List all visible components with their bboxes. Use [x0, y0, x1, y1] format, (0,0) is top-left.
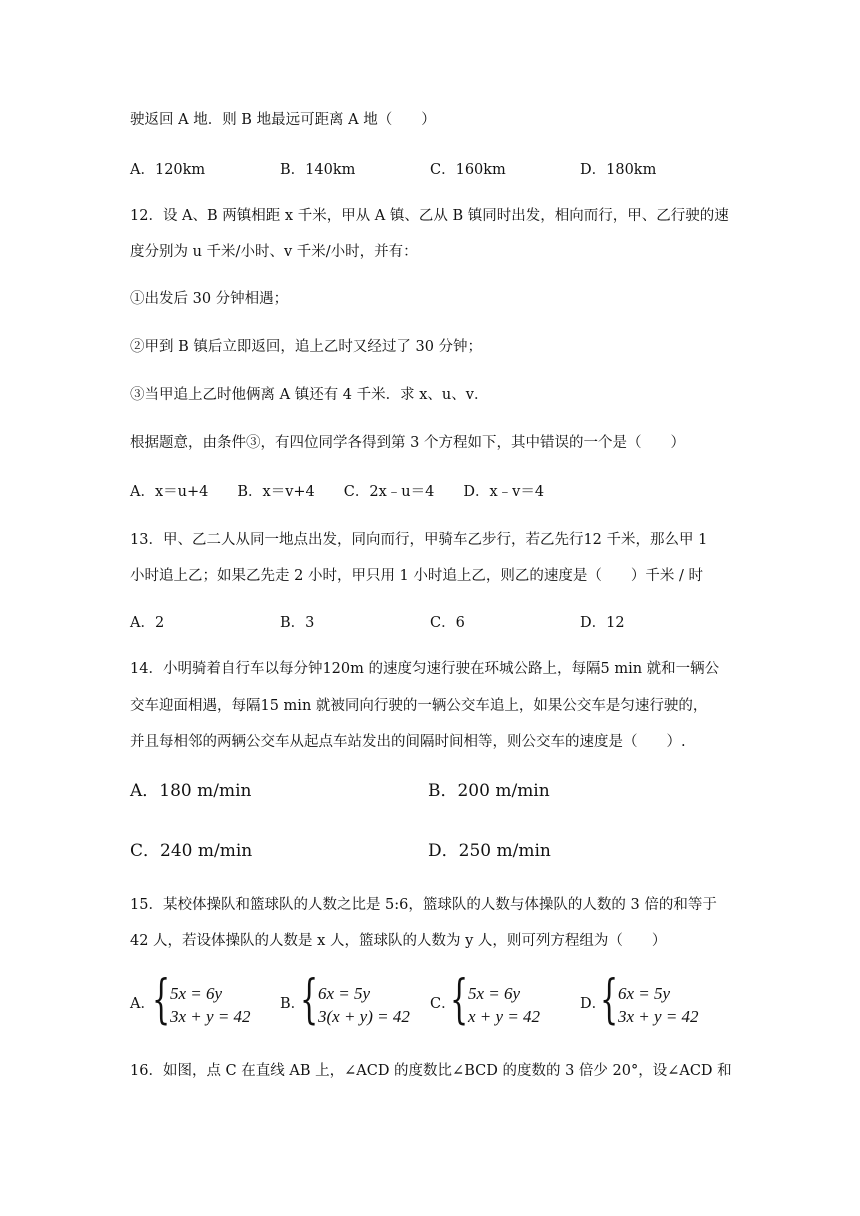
q14-option-c: C．240 m/min	[130, 841, 253, 861]
q15-line1: 15．某校体操队和篮球队的人数之比是 5:6，篮球队的人数与体操队的人数的 3 倍的和等于	[130, 897, 717, 913]
q13-line1: 13．甲、乙二人从同一地点出发，同向而行，甲骑车乙步行，若乙先行12 千米，那么甲 1	[130, 532, 708, 548]
q12-options: A．x＝u+4 B．x＝v+4 C．2x﹣u＝4 D．x﹣v＝4	[130, 484, 545, 500]
q12-line3: 根据题意，由条件③，有四位同学各得到第 3 个方程如下，其中错误的一个是（ ）	[130, 435, 685, 451]
q11-option-a: A．120km	[130, 162, 206, 178]
q15-option-b-eq2: 3(x + y) = 42	[318, 1007, 410, 1026]
q12-line2: 度分别为 u 千米/小时、v 千米/小时，并有：	[130, 244, 418, 260]
q15-option-d-eq2: 3x + y = 42	[618, 1007, 699, 1026]
q11-tail: 驶返回 A 地．则 B 地最远可距离 A 地（ ）	[130, 112, 436, 128]
q15-option-c-label: C．	[430, 996, 456, 1012]
q12-condition-1: ①出发后 30 分钟相遇；	[130, 291, 289, 307]
q15-option-b-label: B．	[280, 996, 306, 1012]
q14-option-b: B．200 m/min	[428, 781, 550, 801]
q15-line2: 42 人，若设体操队的人数是 x 人，篮球队的人数为 y 人，则可列方程组为（ ）	[130, 933, 667, 949]
q14-line3: 并且每相邻的两辆公交车从起点车站发出的间隔时间相等，则公交车的速度是（ ）.	[130, 734, 686, 750]
brace-icon: {	[600, 970, 619, 1030]
q13-option-c: C．6	[430, 615, 465, 631]
q13-option-d: D．12	[580, 615, 625, 631]
q15-option-a-eq1: 5x = 6y	[170, 984, 223, 1003]
q13-option-a: A．2	[130, 615, 165, 631]
q15-option-a-eq2: 3x + y = 42	[170, 1007, 251, 1026]
q15-option-b-system	[300, 970, 420, 1032]
q14-option-d: D．250 m/min	[428, 841, 551, 861]
q15-option-d-eq1: 6x = 5y	[618, 984, 671, 1003]
brace-icon: {	[300, 970, 319, 1030]
q15-option-d-system	[600, 970, 710, 1032]
q15-option-c-system	[450, 970, 560, 1032]
brace-icon: {	[450, 970, 469, 1030]
q13-line2: 小时追上乙；如果乙先走 2 小时，甲只用 1 小时追上乙，则乙的速度是（ ）千米 / 时	[130, 568, 703, 584]
q14-option-a: A．180 m/min	[130, 781, 252, 801]
q15-option-b-eq1: 6x = 5y	[318, 984, 371, 1003]
q11-option-c: C．160km	[430, 162, 506, 178]
q11-option-b: B．140km	[280, 162, 356, 178]
q15-option-d-label: D．	[580, 996, 607, 1012]
q11-option-d: D．180km	[580, 162, 657, 178]
q16-line1: 16．如图，点 C 在直线 AB 上，∠ACD 的度数比∠BCD 的度数的 3 倍少 20°，设∠ACD 和	[130, 1063, 732, 1079]
q12-condition-3: ③当甲追上乙时他俩离 A 镇还有 4 千米．求 x、u、v．	[130, 387, 489, 403]
q15-option-a-label: A．	[130, 996, 155, 1012]
q15-option-c-eq1: 5x = 6y	[468, 984, 521, 1003]
brace-icon: {	[152, 970, 171, 1030]
q15-option-a-system	[152, 970, 262, 1032]
q14-line2: 交车迎面相遇，每隔15 min 就被同向行驶的一辆公交车追上，如果公交车是匀速行驶的，	[130, 698, 708, 714]
q13-option-b: B．3	[280, 615, 315, 631]
q12-line1: 12．设 A、B 两镇相距 x 千米，甲从 A 镇、乙从 B 镇同时出发，相向而行，甲、乙行驶的速	[130, 208, 729, 224]
q12-condition-2: ②甲到 B 镇后立即返回，追上乙时又经过了 30 分钟；	[130, 339, 483, 355]
q15-option-c-eq2: x + y = 42	[468, 1007, 541, 1026]
q14-line1: 14．小明骑着自行车以每分钟120m 的速度匀速行驶在环城公路上，每隔5 min 就和一辆公	[130, 661, 720, 677]
